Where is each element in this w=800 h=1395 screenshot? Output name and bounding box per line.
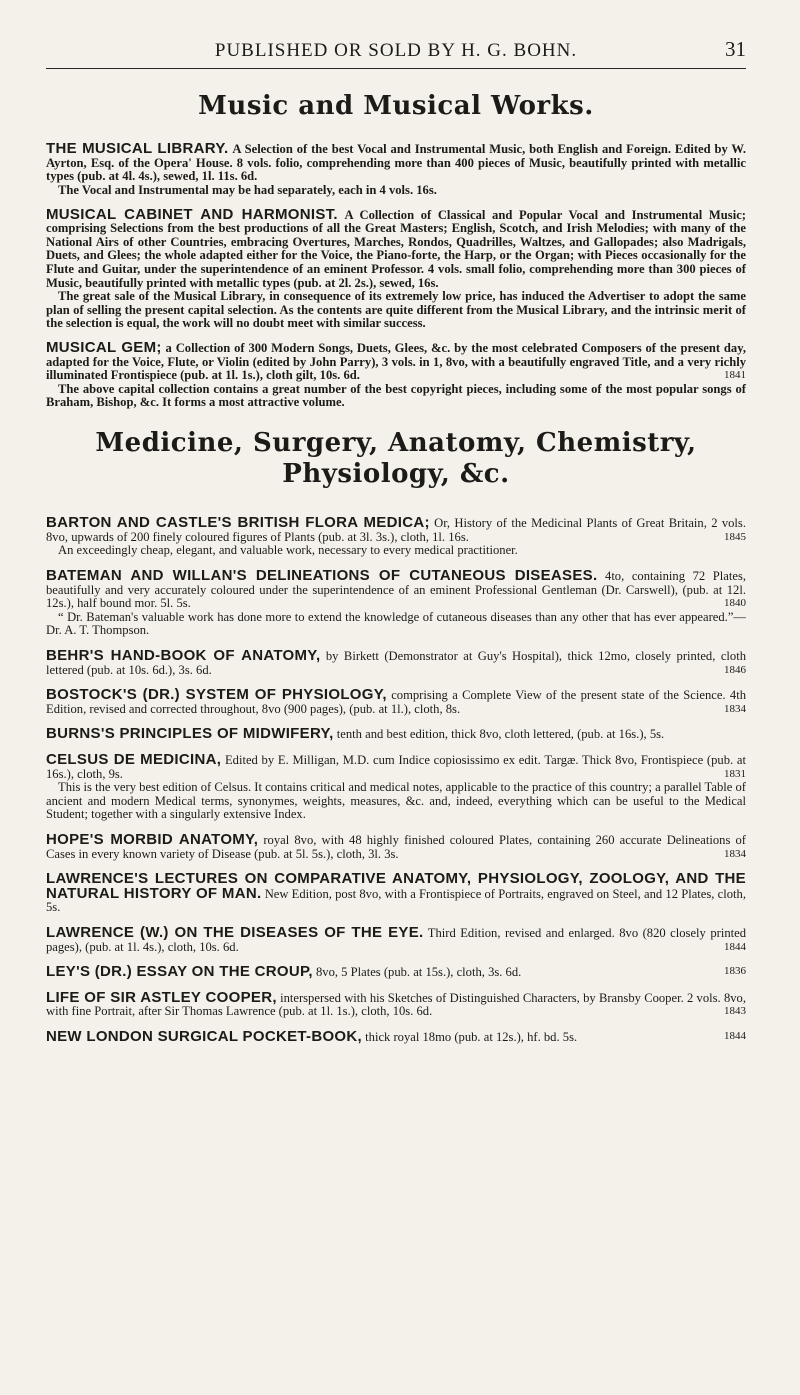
catalogue-entry (46, 569, 746, 638)
catalogue-entry (46, 830, 746, 861)
catalogue-entry (46, 516, 746, 558)
catalogue-entry (46, 688, 746, 716)
entry-description: comprising a Complete View of the present state of the Science. 4th Edition, revised and corrected throughout, 8vo (900 pages), (pub. at 1l.), cloth, 8s. (46, 688, 746, 716)
entry-title: HOPE'S MORBID ANATOMY, (46, 830, 259, 848)
catalogue-entry (46, 1027, 746, 1045)
entry-year: 1846 (724, 663, 746, 676)
catalogue-entry (46, 338, 746, 410)
entry-year: 1844 (724, 940, 746, 953)
running-head-title: PUBLISHED OR SOLD BY H. G. BOHN. (214, 40, 578, 61)
entry-title: BATEMAN AND WILLAN'S DELINEATIONS OF CUTANEOUS DISEASES. (46, 567, 598, 585)
entry-title: CELSUS DE MEDICINA, (46, 750, 222, 768)
entry-year: 1834 (724, 847, 746, 860)
entry-description: 8vo, 5 Plates (pub. at 15s.), cloth, 3s. 6d. (315, 965, 522, 980)
entry-description: a Collection of 300 Modern Songs, Duets, Glees, &c. by the most celebrated Composers of the present day, adapted for the Voice, Flute, or Violin (edited by John Parry), 3 vols. in 1, 8vo, with a beautifully engraved Title, and a very richly illuminated Frontispiece (pub. at 1l. 1s.), cloth gilt, 10s. 6d. (46, 340, 746, 383)
entry-year: 1841 (724, 369, 746, 382)
section-heading-music: Music and Musical Works. (198, 91, 594, 121)
entry-year: 1840 (724, 597, 746, 610)
page-number: 31 (725, 37, 746, 61)
entry-title: MUSICAL GEM; (46, 338, 162, 356)
entry-description: Or, History of the Medicinal Plants of Great Britain, 2 vols. 8vo, upwards of 200 finely coloured figures of Plants (pub. at 3l. 3s.), cloth, 1l. 16s. (46, 516, 746, 544)
entry-year: 1831 (724, 767, 746, 780)
entry-year: 1836 (724, 965, 746, 978)
entry-description: thick royal 18mo (pub. at 12s.), hf. bd. 5s. (365, 1029, 578, 1044)
entry-note: The above capital collection contains a great number of the best copyright pieces, including some of the most popular songs of Braham, Bishop, &c. It forms a most attractive volume. (46, 381, 746, 410)
entry-title: NEW LONDON SURGICAL POCKET-BOOK, (46, 1027, 362, 1045)
entry-title: LAWRENCE (W.) ON THE DISEASES OF THE EYE. (46, 923, 424, 941)
entry-note: “ Dr. Bateman's valuable work has done more to extend the knowledge of cutaneous diseases than any other that has ever appeared.”—Dr. A. T. Thompson. (46, 609, 746, 638)
catalogue-entry (46, 205, 746, 331)
entry-note: The Vocal and Instrumental may be had separately, each in 4 vols. 16s. (58, 182, 437, 197)
catalogue-entry (46, 750, 746, 822)
catalogue-entry (46, 872, 746, 915)
entry-year: 1834 (724, 702, 746, 715)
entry-description: 4to, containing 72 Plates, beautifully and very accurately coloured under the superintendence of an eminent Professional Gentleman (Dr. Carswell), (pub. at 12l. 12s.), half bound mor. 5l. 5s. (46, 569, 746, 611)
entry-description: A Collection of Classical and Popular Vocal and Instrumental Music; comprising Selections from the best productions of all the Great Masters; English, Scotch, and Irish Melodies; with many of the National Airs of other Countries, embracing Overtures, Marches, Rondos, Quadrilles, Waltzes, and Gallopades; also Madrigals, Duets, and Glees; the whole adapted either for the Voice, the Piano-forte, the Harp, or the Organ; with Pieces occasionally for the Flute and Guitar, under the superintendence of an eminent Professor. 4 vols. small folio, comprehending more than 300 pieces of Music, beautifully printed with metallic types (pub. at 2l. 2s.), sewed, 16s. (46, 207, 746, 290)
section-heading-medicine (46, 428, 746, 490)
entry-note: This is the very best edition of Celsus. It contains critical and medical notes, applicable to the practice of this country; a parallel Table of ancient and modern Medical terms, synonymes, weights, measures, &c. and, indeed, everything which can be useful to the Medical Student; together with a singularly extensive Index. (46, 780, 746, 822)
entry-title: THE MUSICAL LIBRARY. (46, 140, 229, 158)
catalogue-entry (46, 727, 746, 742)
entry-year: 1845 (724, 530, 746, 543)
entry-title: LEY'S (DR.) ESSAY ON THE CROUP, (46, 963, 313, 981)
entry-title: BEHR'S HAND-BOOK OF ANATOMY, (46, 647, 321, 664)
section-heading-line: Medicine, Surgery, Anatomy, Chemistry, (95, 427, 697, 458)
entry-description: Third Edition, revised and enlarged. 8vo (820 closely printed pages), (pub. at 1l. 4s.), cloth, 10s. 6d. (46, 925, 746, 954)
section-heading-line: Physiology, &c. (282, 459, 510, 490)
entry-description: A Selection of the best Vocal and Instrumental Music, both English and Foreign. Edited by W. Ayrton, Esq. of the Opera' House. 8 vols. folio, comprehending more than 400 pieces of Music, beautifully printed with metallic types (pub. at 4l. 4s.), sewed, 1l. 11s. 6d. (46, 142, 746, 184)
running-head (46, 0, 746, 69)
entry-year: 1844 (724, 1029, 746, 1042)
entry-note: An exceedingly cheap, elegant, and valuable work, necessary to every medical practitioner. (58, 543, 518, 558)
entry-description: by Birkett (Demonstrator at Guy's Hospital), thick 12mo, closely printed, cloth lettered (pub. at 10s. 6d.), 3s. 6d. (46, 649, 746, 677)
entry-title: LIFE OF SIR ASTLEY COOPER, (46, 988, 277, 1006)
catalogue-entry (46, 965, 746, 980)
entry-description: royal 8vo, with 48 highly finished coloured Plates, containing 260 accurate Delineations of Cases in every known variety of Disease (pub. at 5l. 5s.), cloth, 3l. 3s. (46, 832, 746, 861)
entry-title: BOSTOCK'S (DR.) SYSTEM OF PHYSIOLOGY, (46, 686, 387, 704)
entry-description: interspersed with his Sketches of Distinguished Characters, by Bransby Cooper. 2 vols. 8vo, with fine Portrait, after Sir Thomas Lawrence (pub. at 1l. 1s.), cloth, 10s. 6d. (46, 990, 746, 1019)
entry-note: The great sale of the Musical Library, in consequence of its extremely low price, has induced the Advertiser to adopt the same plan of selling the present capital selection. As the contents are quite different from the Musical Library, and the intrinsic merit of the selection is equal, the work will no doubt meet with similar success. (46, 289, 746, 331)
entry-title: BURNS'S PRINCIPLES OF MIDWIFERY, (46, 725, 334, 743)
catalogue-entry (46, 142, 746, 197)
entry-title: LAWRENCE'S LECTURES ON COMPARATIVE ANATOMY, PHYSIOLOGY, ZOOLOGY, AND THE NATURAL HISTORY OF MAN. (46, 870, 746, 902)
entry-description: New Edition, post 8vo, with a Frontispiece of Portraits, engraved on Steel, and 12 Plates, cloth, 5s. (46, 886, 746, 915)
catalogue-entry (46, 988, 746, 1019)
music-entries (46, 142, 746, 410)
entry-description: Edited by E. Milligan, M.D. cum Indice copiosissimo ex edit. Targæ. Thick 8vo, Frontispiece (pub. at 16s.), cloth, 9s. (46, 752, 746, 781)
entry-description: tenth and best edition, thick 8vo, cloth lettered, (pub. at 16s.), 5s. (336, 727, 665, 742)
entry-title: BARTON AND CASTLE'S BRITISH FLORA MEDICA; (46, 514, 430, 532)
catalogue-entry (46, 649, 746, 677)
entry-year: 1843 (724, 1005, 746, 1018)
catalogue-entry (46, 923, 746, 954)
entry-title: MUSICAL CABINET AND HARMONIST. (46, 205, 338, 223)
medicine-entries (46, 516, 746, 1044)
